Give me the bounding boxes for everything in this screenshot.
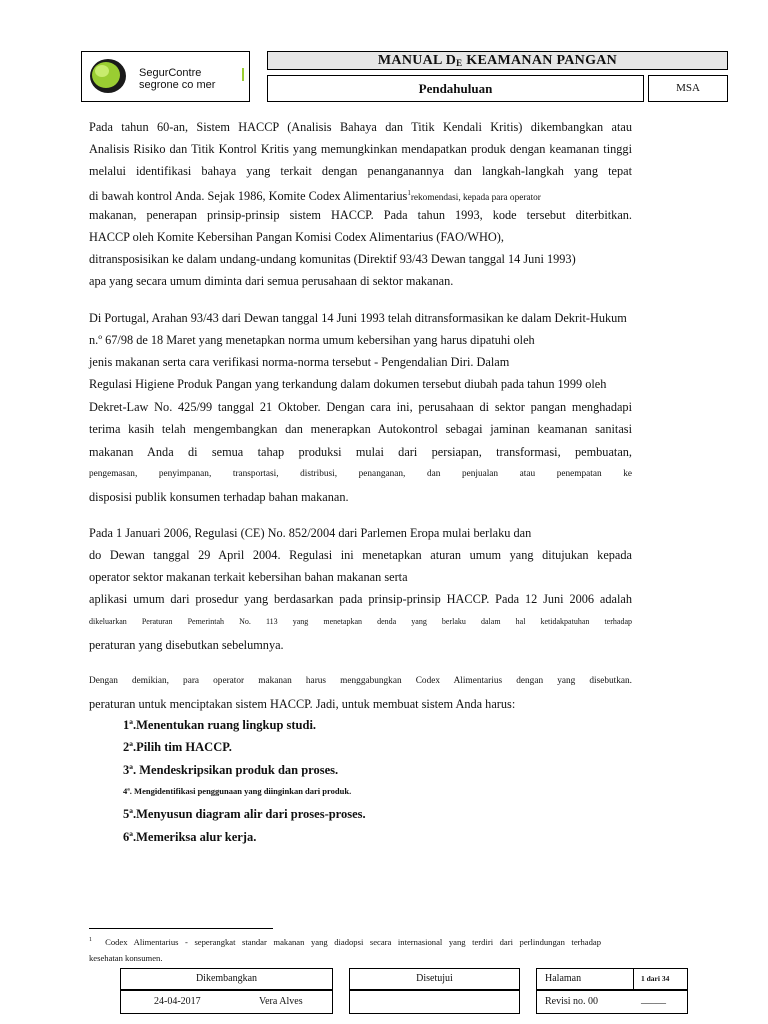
haccp-step-3: 3ª. Mendeskripsikan produk dan proses.	[123, 763, 339, 777]
approved-label: Disetujui	[349, 968, 520, 990]
paragraph-line: dikeluarkan Peraturan Pemerintah No. 113 yang menetapkan denda yang berlaku dalam hal ketidakpatuhan terhadap	[89, 617, 632, 626]
paragraph-line: HACCP oleh Komite Kebersihan Pangan Komisi Codex Alimentarius (FAO/WHO),	[89, 230, 504, 244]
paragraph-line: melalui identifikasi bahaya yang terkait dengan penanganannya dan langkah-langkah yang tepat	[89, 164, 632, 178]
paragraph-line-with-footnote: di bawah kontrol Anda. Sejak 1986, Komite Codex Alimentarius$^1$rekomendasi, kepada para operator	[89, 189, 541, 204]
paragraph-line: do Dewan tanggal 29 April 2004. Regulasi ini menetapkan aturan umum yang ditujukan kepada	[89, 548, 632, 562]
paragraph-line: makanan, penerapan prinsip-prinsip sistem HACCP. Pada tahun 1993, kode tersebut diterbitkan.	[89, 208, 632, 222]
paragraph-line: jenis makanan serta cara verifikasi norma-norma tersebut - Pengendalian Diri. Dalam	[89, 355, 510, 369]
page-info	[536, 968, 688, 990]
paragraph-line: Analisis Risiko dan Titik Kontrol Kritis yang memungkinkan mendapatkan produk dengan keamanan tinggi	[89, 142, 632, 156]
logo-accent-bar	[242, 68, 244, 81]
developed-date: 24-04-2017	[154, 996, 201, 1007]
revision-info	[536, 990, 688, 1014]
paragraph-line: Regulasi Higiene Produk Pangan yang terkandung dalam dokumen tersebut diubah pada tahun 1999 oleh	[89, 377, 607, 391]
developed-info	[120, 990, 333, 1014]
approved-signature-cell	[349, 990, 520, 1014]
paragraph-line: apa yang secara umum diminta dari semua perusahaan di sektor makanan.	[89, 274, 454, 288]
paragraph-line: pengemasan, penyimpanan, transportasi, distribusi, penanganan, dan penjualan atau penempatan ke	[89, 469, 632, 479]
footnote-text-continued: kesehatan konsumen.	[89, 953, 163, 963]
footnote-marker: 1	[89, 937, 92, 943]
paragraph-line: Dekret-Law No. 425/99 tanggal 21 Oktober. Dengan cara ini, perusahaan di sektor pangan menghadapi	[89, 400, 632, 414]
footnote-text: $^1$ Codex Alimentarius - seperangkat standar makanan yang diadopsi secara internasional yang terdiri dari perlindungan terhadap	[89, 936, 602, 947]
paragraph-line: peraturan untuk menciptakan sistem HACCP. Jadi, untuk membuat sistem Anda harus:	[89, 697, 516, 711]
paragraph-line: aplikasi umum dari prosedur yang berdasarkan pada prinsip-prinsip HACCP. Pada 12 Juni 2006 adalah	[89, 592, 632, 606]
company-logo-box	[81, 51, 250, 102]
paragraph-line: peraturan yang disebutkan sebelumnya.	[89, 638, 284, 652]
haccp-step-2: 2ª.Pilih tim HACCP.	[123, 740, 232, 754]
section-title: Pendahuluan	[267, 75, 644, 102]
haccp-step-1: 1ª.Menentukan ruang lingkup studi.	[123, 718, 317, 732]
page-label: Halaman	[545, 973, 582, 984]
paragraph-line: operator sektor makanan terkait kebersihan bahan makanan serta	[89, 570, 408, 584]
document-code: MSA	[648, 75, 728, 102]
paragraph-line: n.º 67/98 de 18 Maret yang menetapkan norma umum kebersihan yang harus dipatuhi oleh	[89, 333, 535, 347]
developed-label: Dikembangkan	[120, 968, 333, 990]
haccp-step-6: 6ª.Memeriksa alur kerja.	[123, 830, 257, 844]
paragraph-line: Di Portugal, Arahan 93/43 dari Dewan tanggal 14 Juni 1993 telah ditransformasikan ke dalam Dekrit-Hukum	[89, 311, 627, 325]
company-logo-text: SegurContre segrone co mer	[139, 67, 216, 91]
page-cell-divider	[633, 968, 634, 990]
revision-label: Revisi no. 00	[545, 996, 599, 1007]
paragraph-line: makanan Anda di semua tahap produksi mulai dari persiapan, transformasi, pembuatan,	[89, 445, 632, 459]
haccp-step-5: 5ª.Menyusun diagram alir dari proses-proses.	[123, 807, 366, 821]
haccp-step-4: 4ª. Mengidentifikasi penggunaan yang diinginkan dari produk.	[123, 786, 352, 796]
paragraph-line: Pada 1 Januari 2006, Regulasi (CE) No. 852/2004 dari Parlemen Eropa mulai berlaku dan	[89, 526, 532, 540]
paragraph-line: ditransposisikan ke dalam undang-undang komunitas (Direktif 93/43 Dewan tanggal 14 Juni 1993)	[89, 252, 576, 266]
paragraph-line: terima kasih telah mengembangkan dan menerapkan Autokontrol sebagai jaminan keamanan sanitasi	[89, 422, 632, 436]
page-number: 1 dari 34	[641, 974, 670, 983]
company-logo-icon	[89, 58, 127, 94]
footnote-divider	[89, 928, 273, 929]
paragraph-line: disposisi publik konsumen terhadap bahan makanan.	[89, 490, 349, 504]
revision-value: _____	[641, 994, 666, 1005]
footnote-reference[interactable]: 1	[407, 189, 411, 197]
manual-title: MANUAL DE KEAMANAN PANGAN	[267, 51, 728, 70]
developed-author: Vera Alves	[259, 996, 303, 1007]
paragraph-line: Dengan demikian, para operator makanan harus menggabungkan Codex Alimentarius dengan yang disebutkan.	[89, 676, 632, 686]
paragraph-line: Pada tahun 60-an, Sistem HACCP (Analisis Bahaya dan Titik Kendali Kritis) dikembangkan atau	[89, 120, 632, 134]
